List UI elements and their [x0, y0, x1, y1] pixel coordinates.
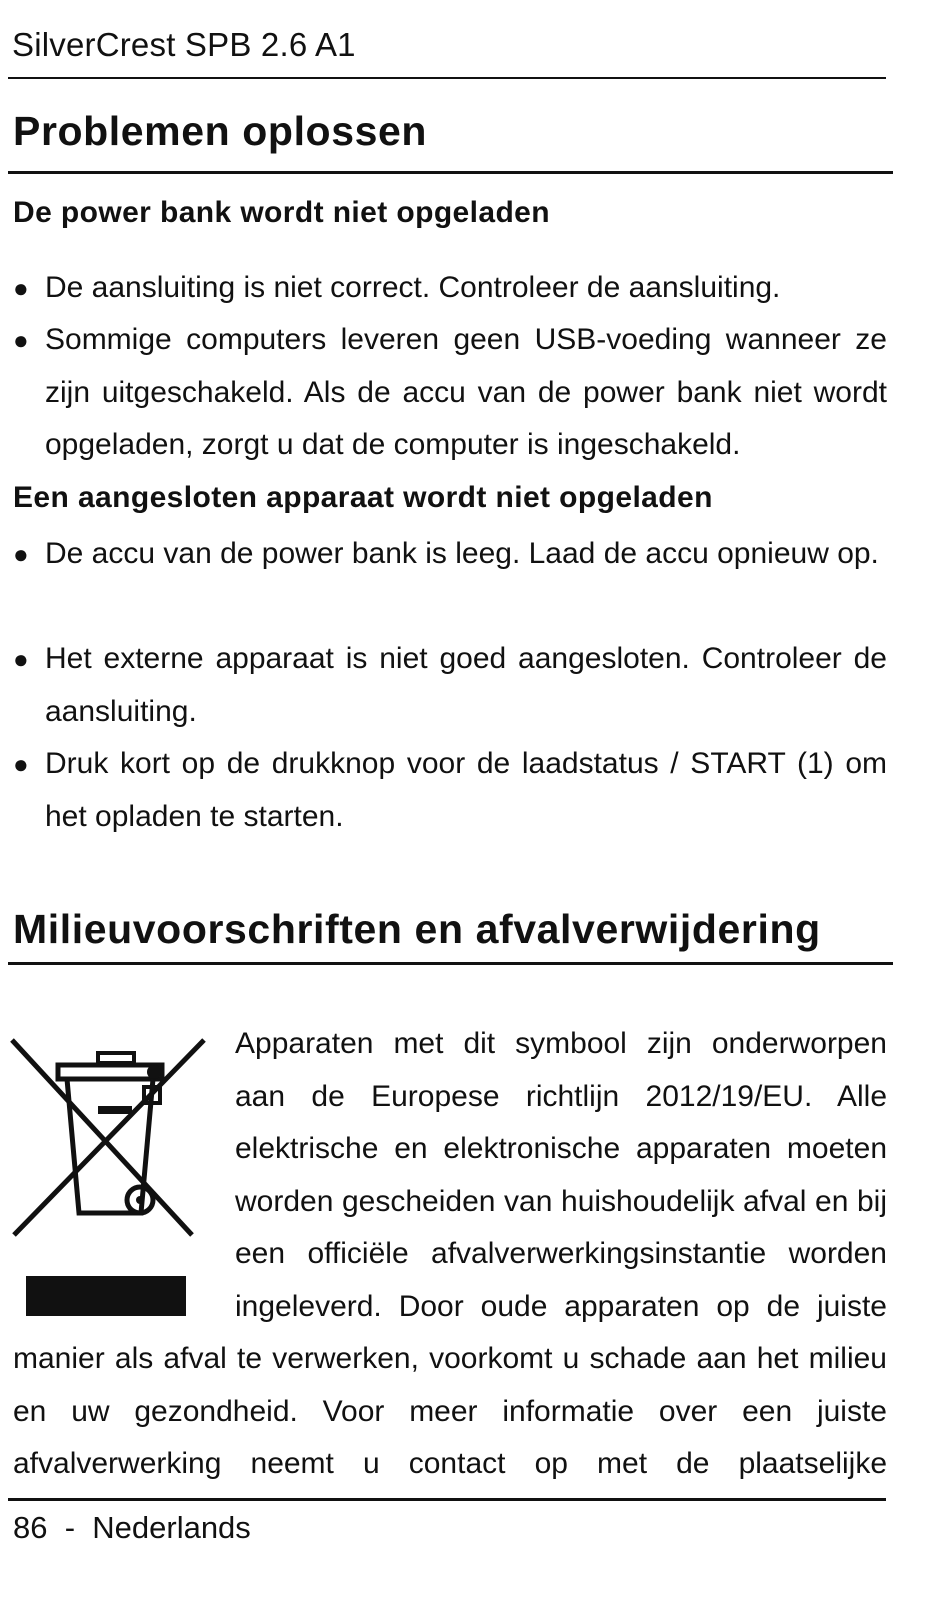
- section-title-environment: Milieuvoorschriften en afvalverwijdering: [13, 906, 821, 952]
- bullet-icon: ●: [13, 539, 29, 569]
- list-item-text: De accu van de power bank is leeg. Laad de accu opnieuw op.: [45, 537, 879, 570]
- bullet-icon: ●: [13, 644, 29, 674]
- page-footer: 86 - Nederlands: [13, 1510, 251, 1545]
- section-rule: [8, 171, 893, 174]
- header-rule: [8, 77, 886, 79]
- footer-rule: [8, 1498, 886, 1501]
- bullet-icon: ●: [13, 273, 29, 303]
- running-header: SilverCrest SPB 2.6 A1: [12, 26, 356, 63]
- section-title-troubleshooting: Problemen oplossen: [13, 108, 428, 154]
- subsection-title-not-charging: De power bank wordt niet opgeladen: [13, 196, 550, 229]
- bullet-icon: ●: [13, 749, 29, 779]
- section-rule: [8, 962, 893, 965]
- disposal-paragraph-text: Apparaten met dit symbool zijn onderworpen aan de Europese richtlijn 2012/19/EU. Alle elektrische en elektronische apparaten moeten worden gescheiden van huishoudelijk afval en bij een officiële afvalverwerkingsinstantie worden ingeleverd. Door oude apparaten op de juiste manier als afval te verwerken, voorkomt u schade aan het milieu en uw gezondheid. Voor meer informatie over een juiste afvalverwerking neemt u contact op met de plaatselijke: [13, 1027, 887, 1480]
- disposal-paragraph: [13, 1018, 887, 1491]
- subsection-title-device-not-charging: Een aangesloten apparaat wordt niet opgeladen: [13, 481, 713, 514]
- list-item-text: Sommige computers leveren geen USB-voeding wanneer ze zijn uitgeschakeld. Als de accu van de power bank niet wordt opgeladen, zorgt u dat de computer is ingeschakeld.: [45, 323, 887, 461]
- list-item-text: De aansluiting is niet correct. Controleer de aansluiting.: [45, 271, 781, 304]
- bullet-icon: ●: [13, 325, 29, 355]
- list-item-text: Het externe apparaat is niet goed aangesloten. Controleer de aansluiting.: [45, 642, 887, 728]
- list-item-text: Druk kort op de drukknop voor de laadstatus / START (1) om het opladen te starten.: [45, 747, 887, 833]
